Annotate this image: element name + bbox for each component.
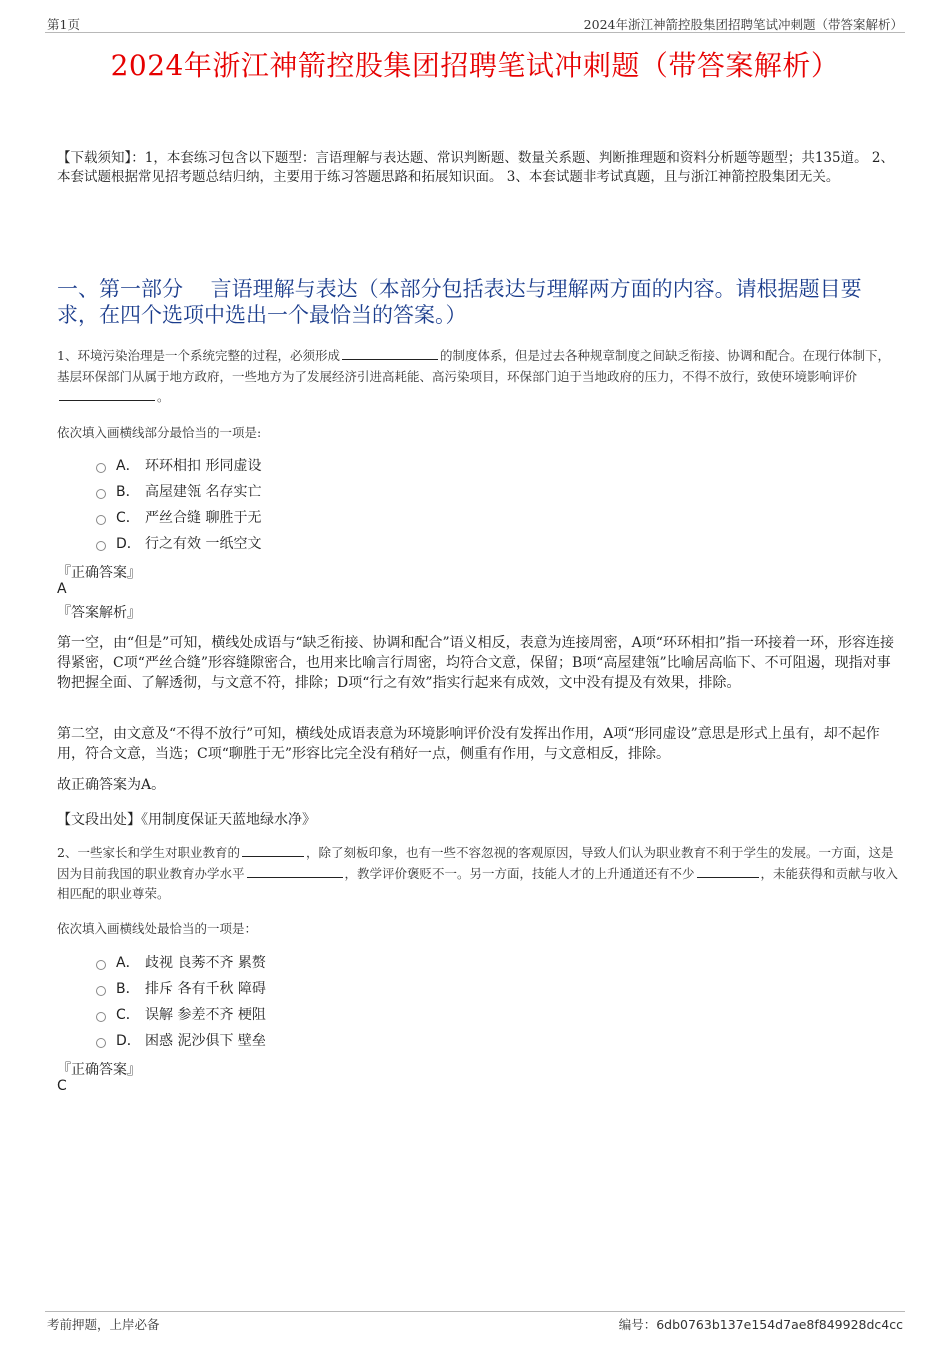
page-footer [45, 1311, 905, 1332]
question-1-analysis-paragraph-2: 第二空，由文意及“不得不放行”可知，横线处成语表意为环境影响评价没有发挥出作用，A项“形同虚设”意思是形式上虽有，却不起作用，符合文意，当选；C项“聊胜于无”形容比完全没有稍好一点，侧重有作用，与文意相反，排除。 [57, 726, 880, 762]
question-1-stem: 1、环境污染治理是一个系统完整的过程，必须形成 的制度体系，但是过去各种规章制度之间缺乏衔接、协调和配合。在现行体制下，基层环保部门从属于地方政府，一些地方为了发展经济引进高耗能、高污染项目，环保部门迫于当地政府的压力，不得不放行，致使环境影响评价。 [57, 348, 890, 404]
document-page: 第1页 2024年浙江神箭控股集团招聘笔试冲刺题（带答案解析） 2024年浙江神箭控股集团招聘笔试冲刺题（带答案解析） 【下载须知】：1，本套练习包含以下题型：言语理解与表达题、常识判断题、数量关系题、判断推理题和资料分析题等题型；共135道。 2、本套试题根据常见招考题总结归纳，主要用于练习答题思路和拓展知识面。 3、本套试题非考试真题，且与浙江神箭控股集团无关。 一、第一部分 言语理解与表达（本部分包括表达与理解两方面的内容。请根据题目要求，在四个选项中选出一个最恰当的答案。） 1、环境污染治理是一个系统完整的过程，必须形成 的制度体系，但是过去各种规章制度之间缺乏衔接、协调和配合。在现行体制下，基层环保部门从属于地方政府，一些地方为了发展经济引进高耗能、高污染项目，环保部门迫于当地政府的压力，不得不放行，致使环境影响评价。 依次填入画横线部分最恰当的一项是: A． 环环相扣 形同虚设 B． 高屋建瓴 名存实亡 C． 严丝合缝 聊胜于无 D． 行之有效 一纸空文 『正确答案』 A 『答案解析』 第一空，由“但是”可知，横线处成语与“缺乏衔接、协调和配合”语义相反，表意为连接周密，A项“环环相扣”指一环接着一环，形容连接得紧密，C项“严丝合缝”形容缝隙密合，也用来比喻言行周密，均符合文意，保留；B项“高屋建瓴”比喻居高临下、不可阻遏，现指对事物把握全面、了解透彻，与文意不符，排除；D项“行之有效”指实行起来有成效，文中没有提及有效果，排除。 第二空，由文意及“不得不放行”可知，横线处成语表意为环境影响评价没有发挥出作用，A项“形同虚设”意思是形式上虽有，却不起作用，符合文意，当选；C项“聊胜于无”形容比完全没有稍好一点，侧重有作用，与文意相反，排除。 故正确答案为A。 【文段出处】《用制度保证天蓝地绿水净》 2、一些家长和学生对职业教育的 ，除了刻板印象，也有一些不容忽视的客观原因，导致人们认为职业教育不利于学生的发展。一方面，这是因为目前我国的职业教育办学水平 ，教学评价褒贬不一。另一方面，技能人才的上升通道还有不少 ，未能获得和贡献与收入相匹配的职业尊荣。 依次填入画横线处最恰当的一项是： A． 歧视 良莠不齐 累赘 B． 排斥 各有千秋 障碍 C． 误解 参差不齐 梗阻 D． 困惑 泥沙俱下 壁垒 『正确答案』 C 考前押题，上岸必备 编号：6db0763b137e154d7ae8f849928dc4cc [0, 0, 950, 1345]
fill-blank [247, 864, 343, 878]
radio-icon[interactable] [96, 541, 106, 551]
download-notice: 【下载须知】：1，本套练习包含以下题型：言语理解与表达题、常识判断题、数量关系题、判断推理题和资料分析题等题型；共135道。 2、本套试题根据常见招考题总结归纳，主要用于练习答题思路和拓展知识面。 3、本套试题非考试真题，且与浙江神箭控股集团无关。 [57, 150, 894, 185]
footer-slogan: 考前押题，上岸必备 [47, 1317, 160, 1332]
question-1-prompt: 依次填入画横线部分最恰当的一项是: [57, 425, 262, 440]
radio-icon[interactable] [96, 960, 106, 970]
fill-blank [697, 864, 759, 878]
document-code: 编号：6db0763b137e154d7ae8f849928dc4cc [618, 1317, 903, 1332]
fill-blank [59, 387, 155, 401]
radio-icon[interactable] [96, 1038, 106, 1048]
question-1-analysis-paragraph-1: 第一空，由“但是”可知，横线处成语与“缺乏衔接、协调和配合”语义相反，表意为连接周密，A项“环环相扣”指一环接着一环，形容连接得紧密，C项“严丝合缝”形容缝隙密合，也用来比喻言行周密，均符合文意，保留；B项“高屋建瓴”比喻居高临下、不可阻遏，现指对事物把握全面、了解透彻，与文意不符，排除；D项“行之有效”指实行起来有成效，文中没有提及有效果，排除。 [57, 635, 895, 691]
question-2-stem: 2、一些家长和学生对职业教育的 ，除了刻板印象，也有一些不容忽视的客观原因，导致人们认为职业教育不利于学生的发展。一方面，这是因为目前我国的职业教育办学水平 ，教学评价褒贬不一。另一方面，技能人才的上升通道还有不少 ，未能获得和贡献与收入相匹配的职业尊荣。 [57, 845, 899, 901]
fill-blank [342, 346, 438, 360]
radio-icon[interactable] [96, 986, 106, 996]
question-1-answer: A [57, 581, 67, 597]
section-heading: 一、第一部分 言语理解与表达（本部分包括表达与理解两方面的内容。请根据题目要求，在四个选项中选出一个最恰当的答案。） [57, 277, 862, 327]
radio-icon[interactable] [96, 1012, 106, 1022]
question-2-prompt: 依次填入画横线处最恰当的一项是： [57, 921, 258, 936]
document-title: 2024年浙江神箭控股集团招聘笔试冲刺题（带答案解析） [110, 49, 840, 82]
question-2-answer-label: 『正确答案』 [57, 1062, 141, 1078]
fill-blank [242, 843, 304, 857]
radio-icon[interactable] [96, 463, 106, 473]
page-number: 第1页 [47, 17, 80, 32]
header-doc-title: 2024年浙江神箭控股集团招聘笔试冲刺题（带答案解析） [583, 17, 903, 32]
question-1-source: 【文段出处】《用制度保证天蓝地绿水净》 [57, 812, 316, 828]
question-1-answer-label: 『正确答案』 [57, 565, 141, 581]
question-1-conclusion: 故正确答案为A。 [57, 777, 166, 793]
page-header [45, 14, 905, 33]
radio-icon[interactable] [96, 489, 106, 499]
question-1-analysis-label: 『答案解析』 [57, 605, 141, 621]
question-2-answer: C [57, 1078, 67, 1094]
radio-icon[interactable] [96, 515, 106, 525]
